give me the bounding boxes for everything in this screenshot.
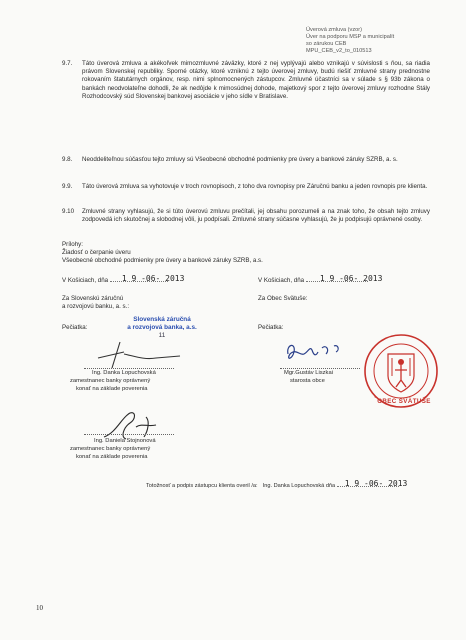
place-prefix: V Košiciach, dňa <box>258 277 305 284</box>
bank-signature-1 <box>94 338 184 370</box>
bank-date-line <box>62 274 185 285</box>
clause-text: Neoddeliteľnou súčasťou tejto zmluvy sú Všeobecné obchodné podmienky pre úvery a bankové záruky SZRB, a. s. <box>82 156 398 163</box>
clause-text: Zmluvné strany vyhlasujú, že si túto úverovú zmluvu prečítali, jej obsahu porozumeli a na znak toho, že obsah tejto zmluvy zodpovedá ich skutočnej a slobodnej vôli, ju podpísali. Zmluvné strany súčasne vyhlasujú, že ju podpisujú oprávnené osoby. <box>82 208 430 224</box>
bank-party-line1: Za Slovenskú záručnú <box>62 295 124 302</box>
municipality-date-line <box>258 274 383 285</box>
clause-number: 9.10 <box>62 208 75 215</box>
bank-stamp-line: 11 <box>158 332 166 339</box>
municipality-signer-role: starosta obce <box>290 378 325 384</box>
verification-name: Ing. Danka Lopuchovská <box>262 483 325 489</box>
bank-signer1-role: zamestnanec banky oprávnený <box>70 378 151 384</box>
municipality-stamp-label: Pečiatka: <box>258 324 284 331</box>
bank-signer2-role: konať na základe poverenia <box>76 454 148 460</box>
clause-number: 9.9. <box>62 183 73 190</box>
place-prefix: V Košiciach, dňa <box>62 277 109 284</box>
municipality-seal-text: OBEC SVÄTUŠE <box>377 398 431 405</box>
page-number: 10 <box>36 604 43 612</box>
bank-stamp-line: a rozvojová banka, a.s. <box>127 324 197 331</box>
municipality-signer-name: Mgr.Gustáv Liszkai <box>284 370 333 376</box>
bank-signer1-name: Ing. Danka Lopuchovská <box>92 370 156 376</box>
header-line: MPU_CEB_v2_to_010513 <box>306 48 372 54</box>
municipality-party: Za Obec Svätuše: <box>258 295 308 302</box>
svg-text:★: ★ <box>374 395 377 399</box>
document-header <box>306 27 436 55</box>
svg-text:★: ★ <box>424 395 427 399</box>
clause-number: 9.7. <box>62 60 73 67</box>
clause-9-9 <box>62 183 430 191</box>
header-line: so zárukou CEB <box>306 41 347 47</box>
bank-date: 1 9 -06- 2013 <box>121 274 185 283</box>
bank-stamp-label: Pečiatka: <box>62 324 88 331</box>
bank-party-line2: a rozvojovú banku, a. s.: <box>62 303 130 310</box>
bank-stamp-line: Slovenská záručná <box>133 316 191 323</box>
clause-number: 9.8. <box>62 156 73 163</box>
verification-prefix: Totožnosť a podpis zástupcu klienta overil /a: <box>146 483 258 489</box>
municipality-date: 1 9 -06- 2013 <box>319 274 383 283</box>
attachments-label: Prílohy: <box>62 241 83 248</box>
attachment-item: Všeobecné obchodné podmienky pre úvery a bankové záruky SZRB, a.s. <box>62 257 263 264</box>
header-line: Úver na podporu MSP a municipalít <box>306 34 395 40</box>
verification-day-label: dňa <box>325 483 336 489</box>
clause-9-10 <box>62 208 430 224</box>
header-line: Úverová zmluva (vzor) <box>306 27 362 33</box>
verification-date: 1 9 -06- 2013 <box>344 479 408 488</box>
clause-text: Táto úverová zmluva a akékoľvek mimozmluvné záväzky, ktoré z nej vyplývajú alebo vznikajú v súvislosti s ňou, sa riadia právom Slovenskej republiky. Sporné otázky, ktoré vzniknú z tejto úverovej zmluvy, budú riešiť zmluvné strany prednostne rokovaním štatutárnych orgánov, resp. nimi splnomocnených zástupcov. Zmluvné účastníci sa v súlade s § 93b zákona o bankách neodvolateľne dohodli, že ak nedôjde k mimosúdnej dohode, majetkový spor z tejto úverovej zmluvy rozhodne Stály Rozhodcovský súd Slovenskej bankovej asociácie v jeho sídle v Bratislave. <box>82 60 430 100</box>
clause-9-7 <box>62 60 430 101</box>
bank-stamp <box>112 316 212 340</box>
bank-signer2-role: zamestnanec banky oprávnený <box>70 446 151 452</box>
verification-line <box>146 479 408 490</box>
bank-signer1-role: konať na základe poverenia <box>76 386 148 392</box>
municipality-signature <box>282 336 352 366</box>
clause-9-8 <box>62 156 430 164</box>
attachment-item: Žiadosť o čerpanie úveru <box>62 249 131 256</box>
bank-signer2-name: Ing. Daniela Stojnonová <box>94 438 156 444</box>
clause-text: Táto úverová zmluva sa vyhotovuje v troch rovnopisoch, z toho dva rovnopisy pre Záručnú banku a jeden rovnopis pre klienta. <box>82 183 428 190</box>
